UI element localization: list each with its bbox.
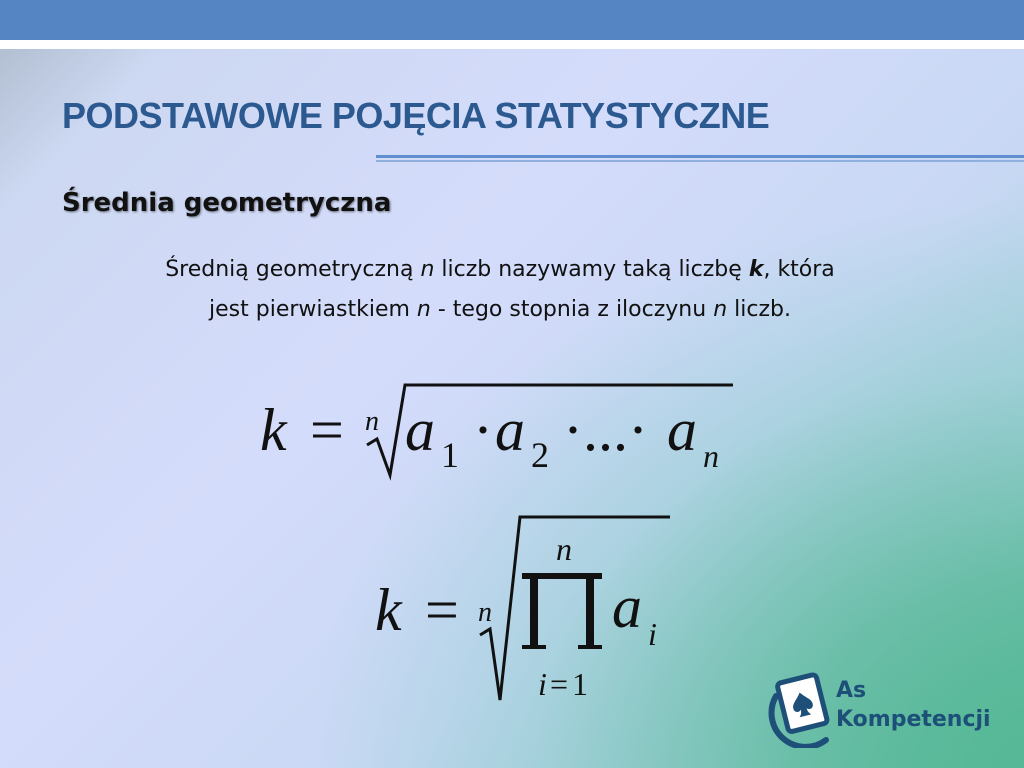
subscript-i: i (648, 616, 657, 652)
definition-text (40, 250, 960, 330)
product-dot: · (473, 397, 493, 463)
playing-card-icon (777, 674, 828, 732)
product-upper-limit-n: n (556, 531, 572, 567)
definition-text-fragment: jest pierwiastkiem (209, 297, 417, 322)
product-index-i: i (538, 666, 547, 702)
definition-text-fragment: - tego stopnia z iloczynu (430, 297, 714, 322)
top-bar-stripe (0, 40, 1024, 49)
root-index-n: n (478, 597, 492, 628)
subscript-1: 1 (441, 435, 459, 475)
variable-k: k (748, 257, 764, 282)
product-lower-limit-1: 1 (572, 666, 588, 702)
factor-a2: a (495, 397, 525, 463)
logo-text (836, 676, 991, 734)
title-rule-secondary (376, 160, 1024, 162)
top-bar (0, 0, 1024, 40)
variable-n: n (420, 257, 435, 282)
geometric-mean-formula-product (255, 375, 745, 485)
product-index-equals: = (550, 666, 569, 702)
subscript-2: 2 (531, 435, 549, 475)
variable-n: n (416, 297, 431, 322)
title-rule (376, 155, 1024, 158)
definition-text-fragment: liczb. (727, 297, 791, 322)
factor-a: a (612, 574, 642, 640)
slide-title: PODSTAWOWE POJĘCIA STATYSTYCZNE (62, 95, 770, 136)
product-pi-symbol (522, 573, 602, 649)
logo-line-as: As (836, 678, 867, 703)
slide-subtitle: Średnia geometryczna (62, 188, 392, 218)
definition-text-fragment: liczb nazywamy taką liczbę (434, 257, 749, 282)
formula-equals: = (425, 577, 459, 643)
formula-lhs-k: k (260, 397, 287, 463)
formula-equals: = (310, 397, 344, 463)
root-index-n: n (365, 406, 379, 437)
product-dots-ellipsis: ·...· (563, 397, 648, 463)
logo-line-kompetencji: Kompetencji (836, 707, 991, 732)
variable-n: n (713, 297, 728, 322)
geometric-mean-formula-pi (370, 505, 680, 705)
definition-line2 (209, 297, 791, 322)
subscript-n: n (703, 438, 719, 474)
factor-a1: a (405, 397, 435, 463)
formula-lhs-k: k (375, 577, 402, 643)
definition-text-fragment: , która (763, 257, 835, 282)
factor-an: a (667, 397, 697, 463)
definition-line1 (165, 257, 835, 282)
definition-text-fragment: Średnią geometryczną (165, 257, 421, 282)
